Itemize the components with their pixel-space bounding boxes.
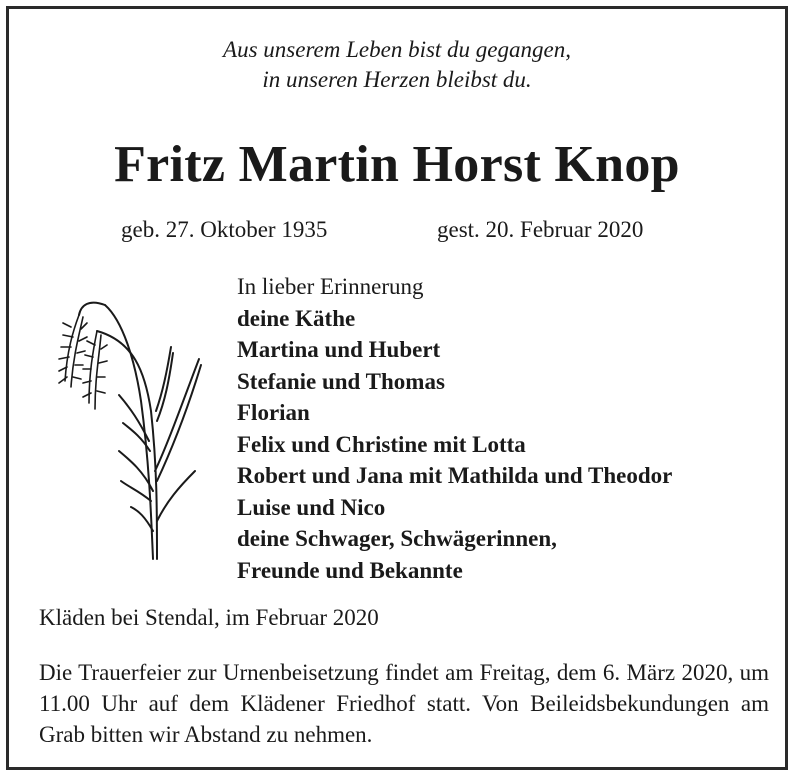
obituary-notice — [6, 6, 788, 770]
mourner-line: Luise und Nico — [237, 494, 386, 520]
funeral-service-info: Die Trauerfeier zur Urnenbeisetzung findet am Freitag, dem 6. März 2020, um 11.00 Uhr auf dem Klädener Friedhof statt. Von Beileidsbekundungen am Grab bitten wir Abstand zu nehmen. — [39, 660, 769, 747]
mourner-line: deine Käthe — [237, 305, 356, 331]
motto-line-2: in unseren Herzen bleibst du. — [262, 67, 532, 92]
mourner-line: deine Schwager, Schwägerinnen, — [237, 526, 557, 551]
mourner-line: Felix und Christine mit Lotta — [237, 431, 526, 457]
mourner-line: Freunde und Bekannte — [237, 557, 463, 583]
mourner-line: Florian — [237, 400, 310, 425]
birth-date: geb. 27. Oktober 1935 — [121, 217, 328, 242]
motto — [9, 35, 785, 95]
mourners-list — [237, 271, 672, 586]
mourner-line: Robert und Jana mit Mathilda und Theodor — [237, 463, 673, 488]
place-and-date: Kläden bei Stendal, im Februar 2020 — [39, 605, 379, 630]
remembrance-intro: In lieber Erinnerung — [237, 274, 424, 299]
death-date: gest. 20. Februar 2020 — [437, 217, 644, 242]
motto-line-1: Aus unserem Leben bist du gegangen, — [223, 37, 571, 62]
mourner-line: Martina und Hubert — [237, 337, 441, 362]
mourner-line: Stefanie und Thomas — [237, 368, 445, 394]
deceased-name: Fritz Martin Horst Knop — [114, 136, 680, 193]
wheat-stalk-icon — [53, 291, 213, 571]
